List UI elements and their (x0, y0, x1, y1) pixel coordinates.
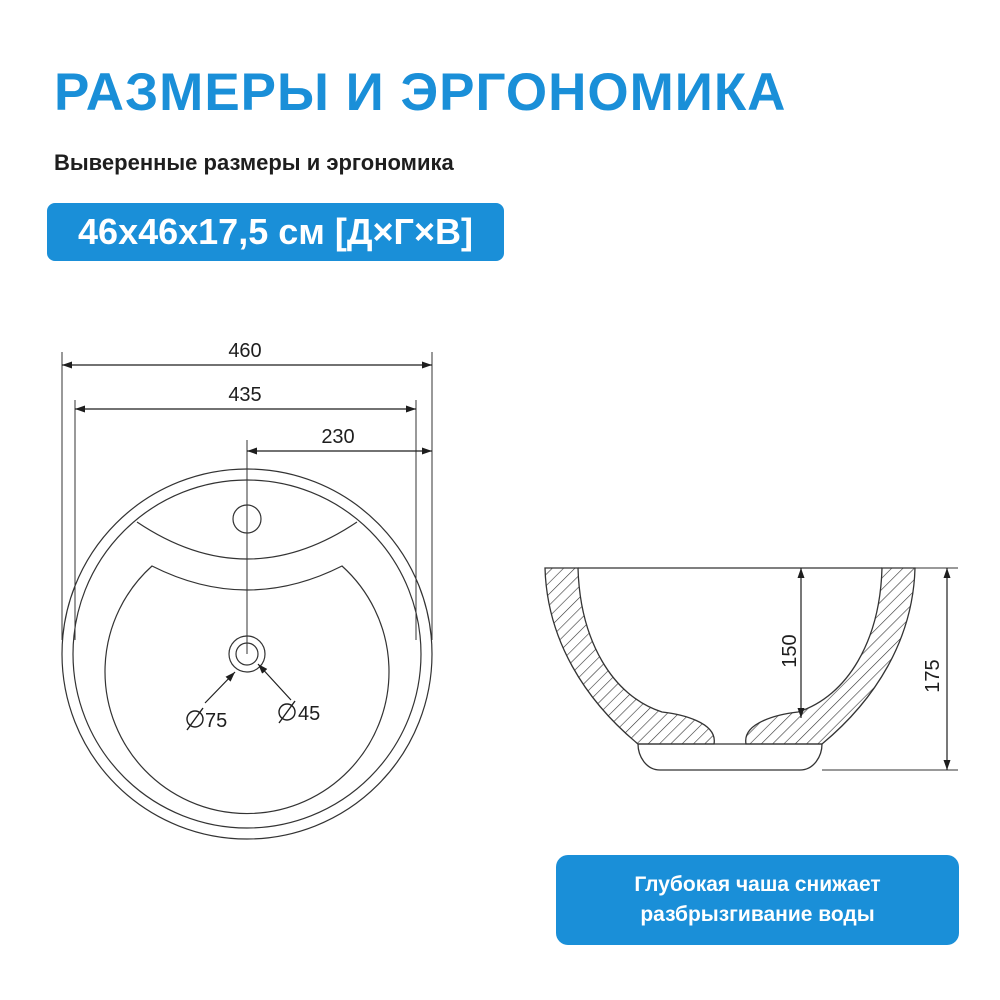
drain-inner-label: 45 (298, 703, 321, 725)
dim-label-230: 230 (321, 426, 355, 448)
page-title: РАЗМЕРЫ И ЭРГОНОМИКА (54, 63, 787, 122)
side-view (545, 568, 958, 770)
basin-wall-section (545, 568, 915, 744)
dim-label-175: 175 (922, 659, 944, 693)
feature-note-line2: разбрызгивание воды (640, 903, 875, 926)
dimensions-badge: 46x46x17,5 см [Д×Г×В] (47, 203, 504, 261)
feature-note-line1: Глубокая чаша снижает (634, 873, 881, 896)
feature-note (556, 855, 959, 945)
page-subtitle: Выверенные размеры и эргономика (54, 150, 454, 175)
dim-label-435: 435 (228, 384, 262, 406)
basin-base (638, 744, 822, 770)
diameter-icon (187, 708, 203, 730)
drain-outer-label: 75 (205, 710, 228, 732)
dim-label-150: 150 (779, 634, 801, 668)
diameter-icon (279, 701, 295, 723)
dim-label-460: 460 (228, 340, 262, 362)
top-view (62, 340, 432, 839)
